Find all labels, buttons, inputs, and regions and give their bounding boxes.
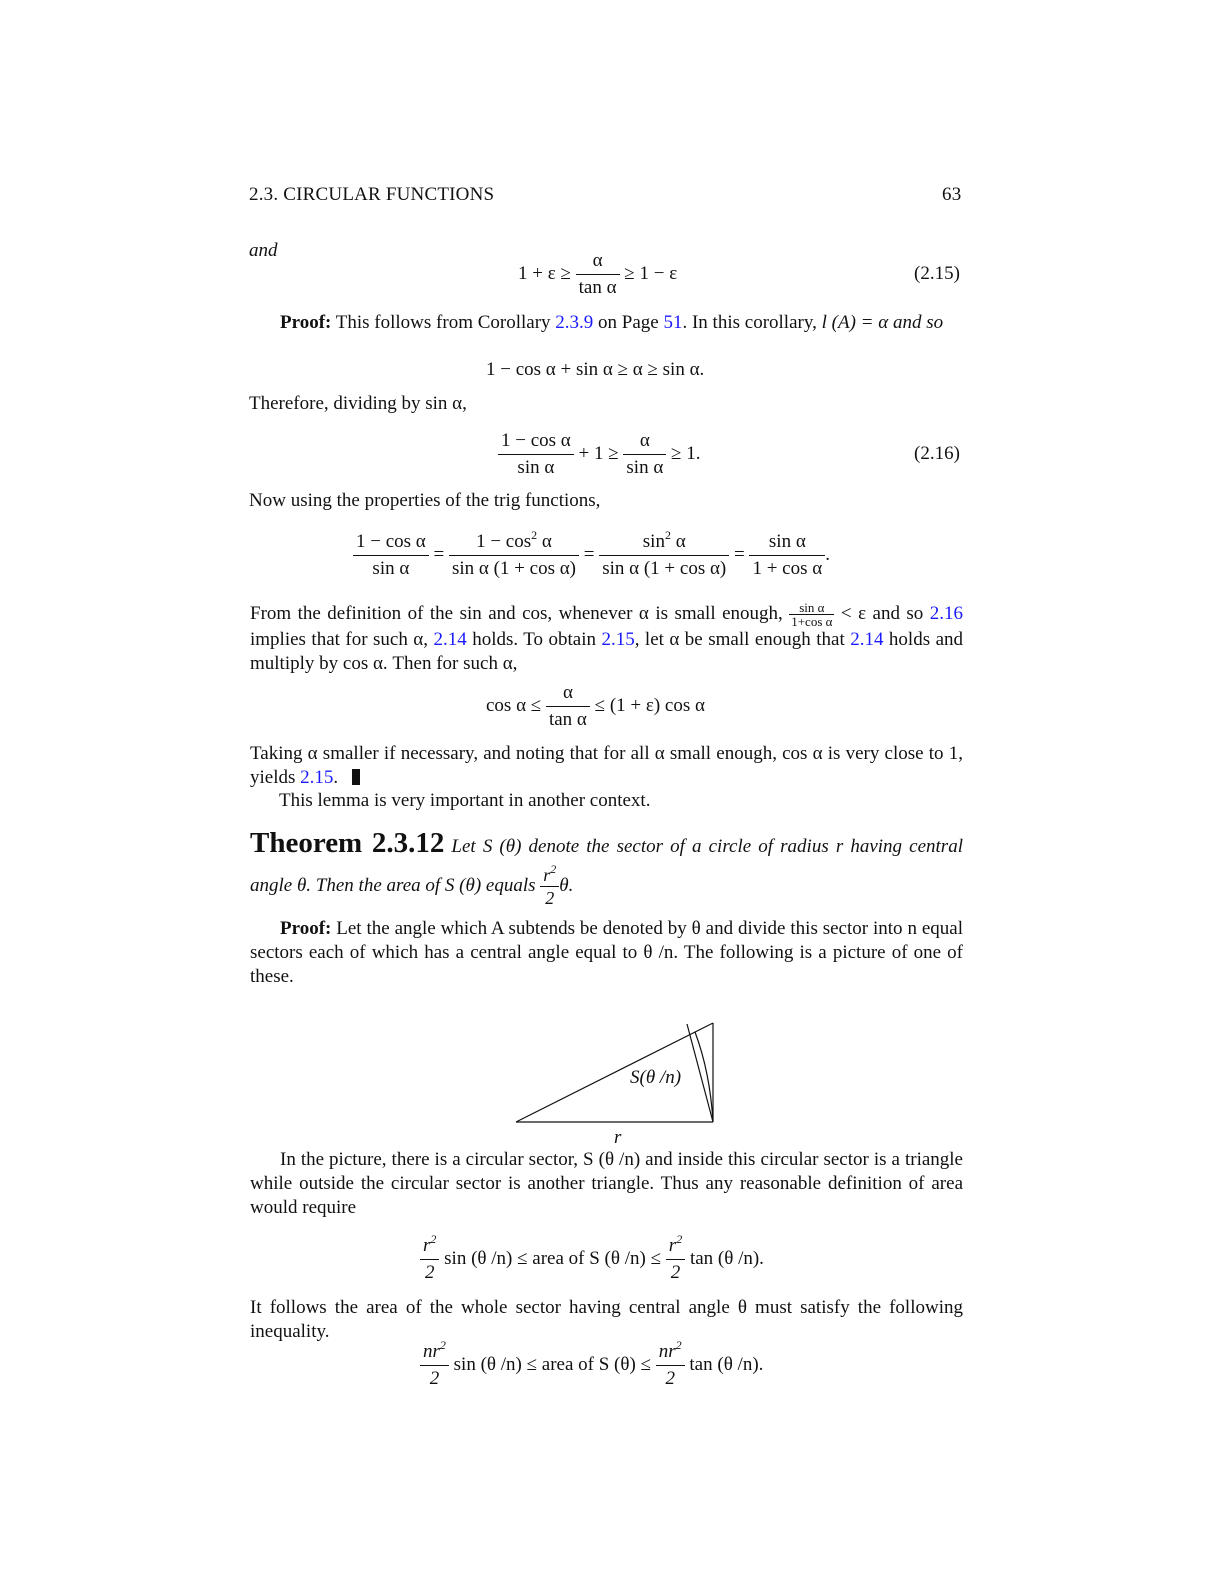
text: Taking α smaller if necessary, and noting that for all α small enough, cos α is very close to 1, yields bbox=[250, 743, 963, 788]
eq-fraction bbox=[576, 250, 620, 299]
qed-mark bbox=[352, 769, 360, 785]
whole-sector-paragraph: It follows the area of the whole sector having central angle θ must satisfy the following inequality. bbox=[250, 1297, 963, 1342]
lemma-note: This lemma is very important in another context. bbox=[279, 790, 651, 811]
fraction-numerator: α bbox=[623, 430, 666, 455]
chord-line bbox=[687, 1024, 713, 1122]
text: nr bbox=[658, 1341, 676, 1362]
text: on Page bbox=[593, 312, 664, 333]
period: . bbox=[825, 543, 830, 565]
text: α bbox=[670, 531, 686, 552]
eq-fraction bbox=[420, 1232, 439, 1284]
text: nr bbox=[423, 1341, 440, 1362]
arc-curve bbox=[695, 1032, 713, 1122]
running-header: 2.3. CIRCULAR FUNCTIONS bbox=[249, 184, 495, 205]
fraction-denominator: 1 + cos α bbox=[752, 558, 823, 579]
eq-fraction bbox=[599, 528, 729, 580]
text: sin (θ /n) ≤ area of S (θ) ≤ bbox=[448, 1353, 656, 1375]
text: tan (θ /n). bbox=[684, 1353, 764, 1375]
proof-paragraph bbox=[250, 311, 963, 335]
sector-label: S(θ /n) bbox=[630, 1067, 682, 1088]
trig-identity-chain bbox=[353, 528, 830, 580]
eq-fraction bbox=[546, 682, 590, 731]
superscript: 2 bbox=[439, 1338, 446, 1352]
sector-figure bbox=[500, 1012, 740, 1152]
eq-right: ≥ 1 − ε bbox=[624, 262, 678, 284]
text: cos α ≤ bbox=[486, 694, 542, 716]
equation-number: (2.16) bbox=[914, 443, 960, 464]
superscript: 2 bbox=[550, 862, 557, 876]
text: l (A) = α and so bbox=[821, 312, 944, 333]
eq-fraction bbox=[498, 430, 574, 479]
text: implies that for such α, bbox=[250, 629, 434, 650]
inequality-1: 1 − cos α + sin α ≥ α ≥ sin α. bbox=[486, 359, 705, 380]
link-corollary[interactable]: 2.3.9 bbox=[555, 312, 594, 333]
conclusion-paragraph bbox=[250, 742, 963, 790]
text: tan (θ /n). bbox=[685, 1247, 764, 1269]
definition-paragraph bbox=[250, 601, 963, 676]
link-eq-2-15[interactable]: 2.15 bbox=[300, 767, 334, 788]
intro-and: and bbox=[249, 240, 278, 261]
eq-left: 1 + ε ≥ bbox=[518, 262, 571, 284]
superscript: 2 bbox=[676, 1232, 683, 1246]
fraction-numerator bbox=[656, 1338, 685, 1366]
fraction-numerator bbox=[599, 528, 729, 556]
fraction-numerator: α bbox=[576, 250, 620, 275]
fraction-denominator: tan α bbox=[548, 709, 587, 730]
fraction-denominator: 2 bbox=[545, 888, 555, 908]
eq-fraction bbox=[420, 1338, 449, 1390]
area-inequality-sector bbox=[420, 1232, 764, 1284]
eq-fraction bbox=[449, 528, 579, 580]
fraction-denominator: sin α (1 + cos α) bbox=[451, 558, 576, 579]
fraction-numerator bbox=[420, 1338, 449, 1366]
text: sin (θ /n) ≤ area of S (θ /n) ≤ bbox=[439, 1247, 666, 1269]
text: Let the angle which A subtends be denoted by θ and divide this sector into n equal sectors each of which has a central angle equal to θ /n. The following is a picture of one of these. bbox=[250, 918, 963, 987]
text: ≤ (1 + ε) cos α bbox=[594, 694, 705, 716]
eq-fraction bbox=[656, 1338, 685, 1390]
fraction-numerator bbox=[540, 862, 559, 887]
fraction-numerator bbox=[420, 1232, 439, 1260]
text: α bbox=[537, 531, 552, 552]
text: r bbox=[543, 865, 551, 885]
link-eq-2-14[interactable]: 2.14 bbox=[850, 629, 884, 650]
equals-sign: = bbox=[433, 543, 445, 565]
equation-2-15 bbox=[518, 250, 677, 299]
text: This follows from Corollary bbox=[331, 312, 556, 333]
link-eq-2-16[interactable]: 2.16 bbox=[929, 602, 963, 624]
hypotenuse-line bbox=[516, 1023, 713, 1122]
text: < ε and so bbox=[834, 602, 930, 624]
text: θ. bbox=[559, 874, 574, 896]
eq-right: ≥ 1. bbox=[671, 442, 701, 464]
link-page[interactable]: 51 bbox=[663, 312, 683, 333]
text: . bbox=[333, 767, 339, 788]
fraction-denominator: 2 bbox=[665, 1368, 675, 1389]
eq-fraction bbox=[666, 1232, 685, 1284]
link-eq-2-15[interactable]: 2.15 bbox=[601, 629, 635, 650]
text: 1 − cos bbox=[476, 531, 532, 552]
fraction-denominator: tan α bbox=[578, 277, 617, 298]
text: sin bbox=[642, 531, 665, 552]
theorem-statement: Let S (θ) denote the sector of a circle of radius r having central angle θ. Then the area of S (θ) equals bbox=[250, 836, 963, 896]
fraction-numerator: sin α bbox=[789, 601, 834, 615]
area-inequality-whole bbox=[420, 1338, 764, 1390]
equation-number: (2.15) bbox=[914, 263, 960, 284]
radius-label: r bbox=[614, 1127, 622, 1148]
proof-heading: Proof: bbox=[280, 312, 332, 333]
superscript: 2 bbox=[430, 1232, 437, 1246]
proof-paragraph bbox=[250, 917, 963, 989]
text: r bbox=[423, 1235, 431, 1256]
proof-heading: Proof: bbox=[280, 918, 332, 939]
fraction-numerator: α bbox=[546, 682, 590, 707]
fraction-denominator: sin α (1 + cos α) bbox=[602, 558, 727, 579]
text: From the definition of the sin and cos, whenever α is small enough, bbox=[250, 602, 790, 624]
inequality-2 bbox=[486, 682, 705, 731]
equals-sign: = bbox=[734, 543, 745, 565]
page-number: 63 bbox=[942, 184, 962, 205]
equals-sign: = bbox=[583, 543, 595, 565]
text: r bbox=[668, 1235, 677, 1256]
fraction-denominator: sin α bbox=[372, 558, 410, 579]
fraction-numerator bbox=[666, 1232, 685, 1260]
fraction-denominator: sin α bbox=[626, 457, 664, 478]
theorem-2-3-12 bbox=[250, 824, 963, 907]
fraction-denominator: 2 bbox=[424, 1262, 435, 1283]
eq-fraction bbox=[749, 531, 825, 580]
fraction-denominator: 1+cos α bbox=[791, 614, 833, 629]
text: holds. To obtain bbox=[466, 629, 602, 650]
superscript: 2 bbox=[531, 528, 538, 542]
trig-intro: Now using the properties of the trig functions, bbox=[249, 490, 601, 511]
fraction-numerator: 1 − cos α bbox=[353, 531, 429, 556]
equation-2-16 bbox=[498, 430, 700, 479]
theorem-title: Theorem 2.3.12 bbox=[250, 827, 445, 859]
inline-fraction bbox=[540, 862, 559, 908]
fraction-numerator bbox=[449, 528, 579, 556]
fraction-denominator: sin α bbox=[517, 457, 555, 478]
eq-mid: + 1 ≥ bbox=[578, 442, 619, 464]
eq-fraction bbox=[623, 430, 666, 479]
superscript: 2 bbox=[664, 528, 671, 542]
fraction-numerator: sin α bbox=[749, 531, 825, 556]
superscript: 2 bbox=[675, 1338, 682, 1352]
text: . In this corollary, bbox=[682, 312, 822, 333]
picture-paragraph: In the picture, there is a circular sector, S (θ /n) and inside this circular sector is a triangle while outside the circular sector is another triangle. Thus any reasonable definition of area would require bbox=[250, 1149, 963, 1218]
inline-fraction bbox=[789, 601, 834, 628]
link-eq-2-14[interactable]: 2.14 bbox=[433, 629, 467, 650]
text: holds and multiply by cos α. Then for such α, bbox=[250, 629, 963, 674]
text: , let α be small enough that bbox=[634, 629, 851, 650]
dividing-text: Therefore, dividing by sin α, bbox=[249, 393, 467, 414]
eq-fraction bbox=[353, 531, 429, 580]
fraction-numerator: 1 − cos α bbox=[498, 430, 574, 455]
fraction-denominator: 2 bbox=[429, 1368, 440, 1389]
fraction-denominator: 2 bbox=[670, 1262, 681, 1283]
